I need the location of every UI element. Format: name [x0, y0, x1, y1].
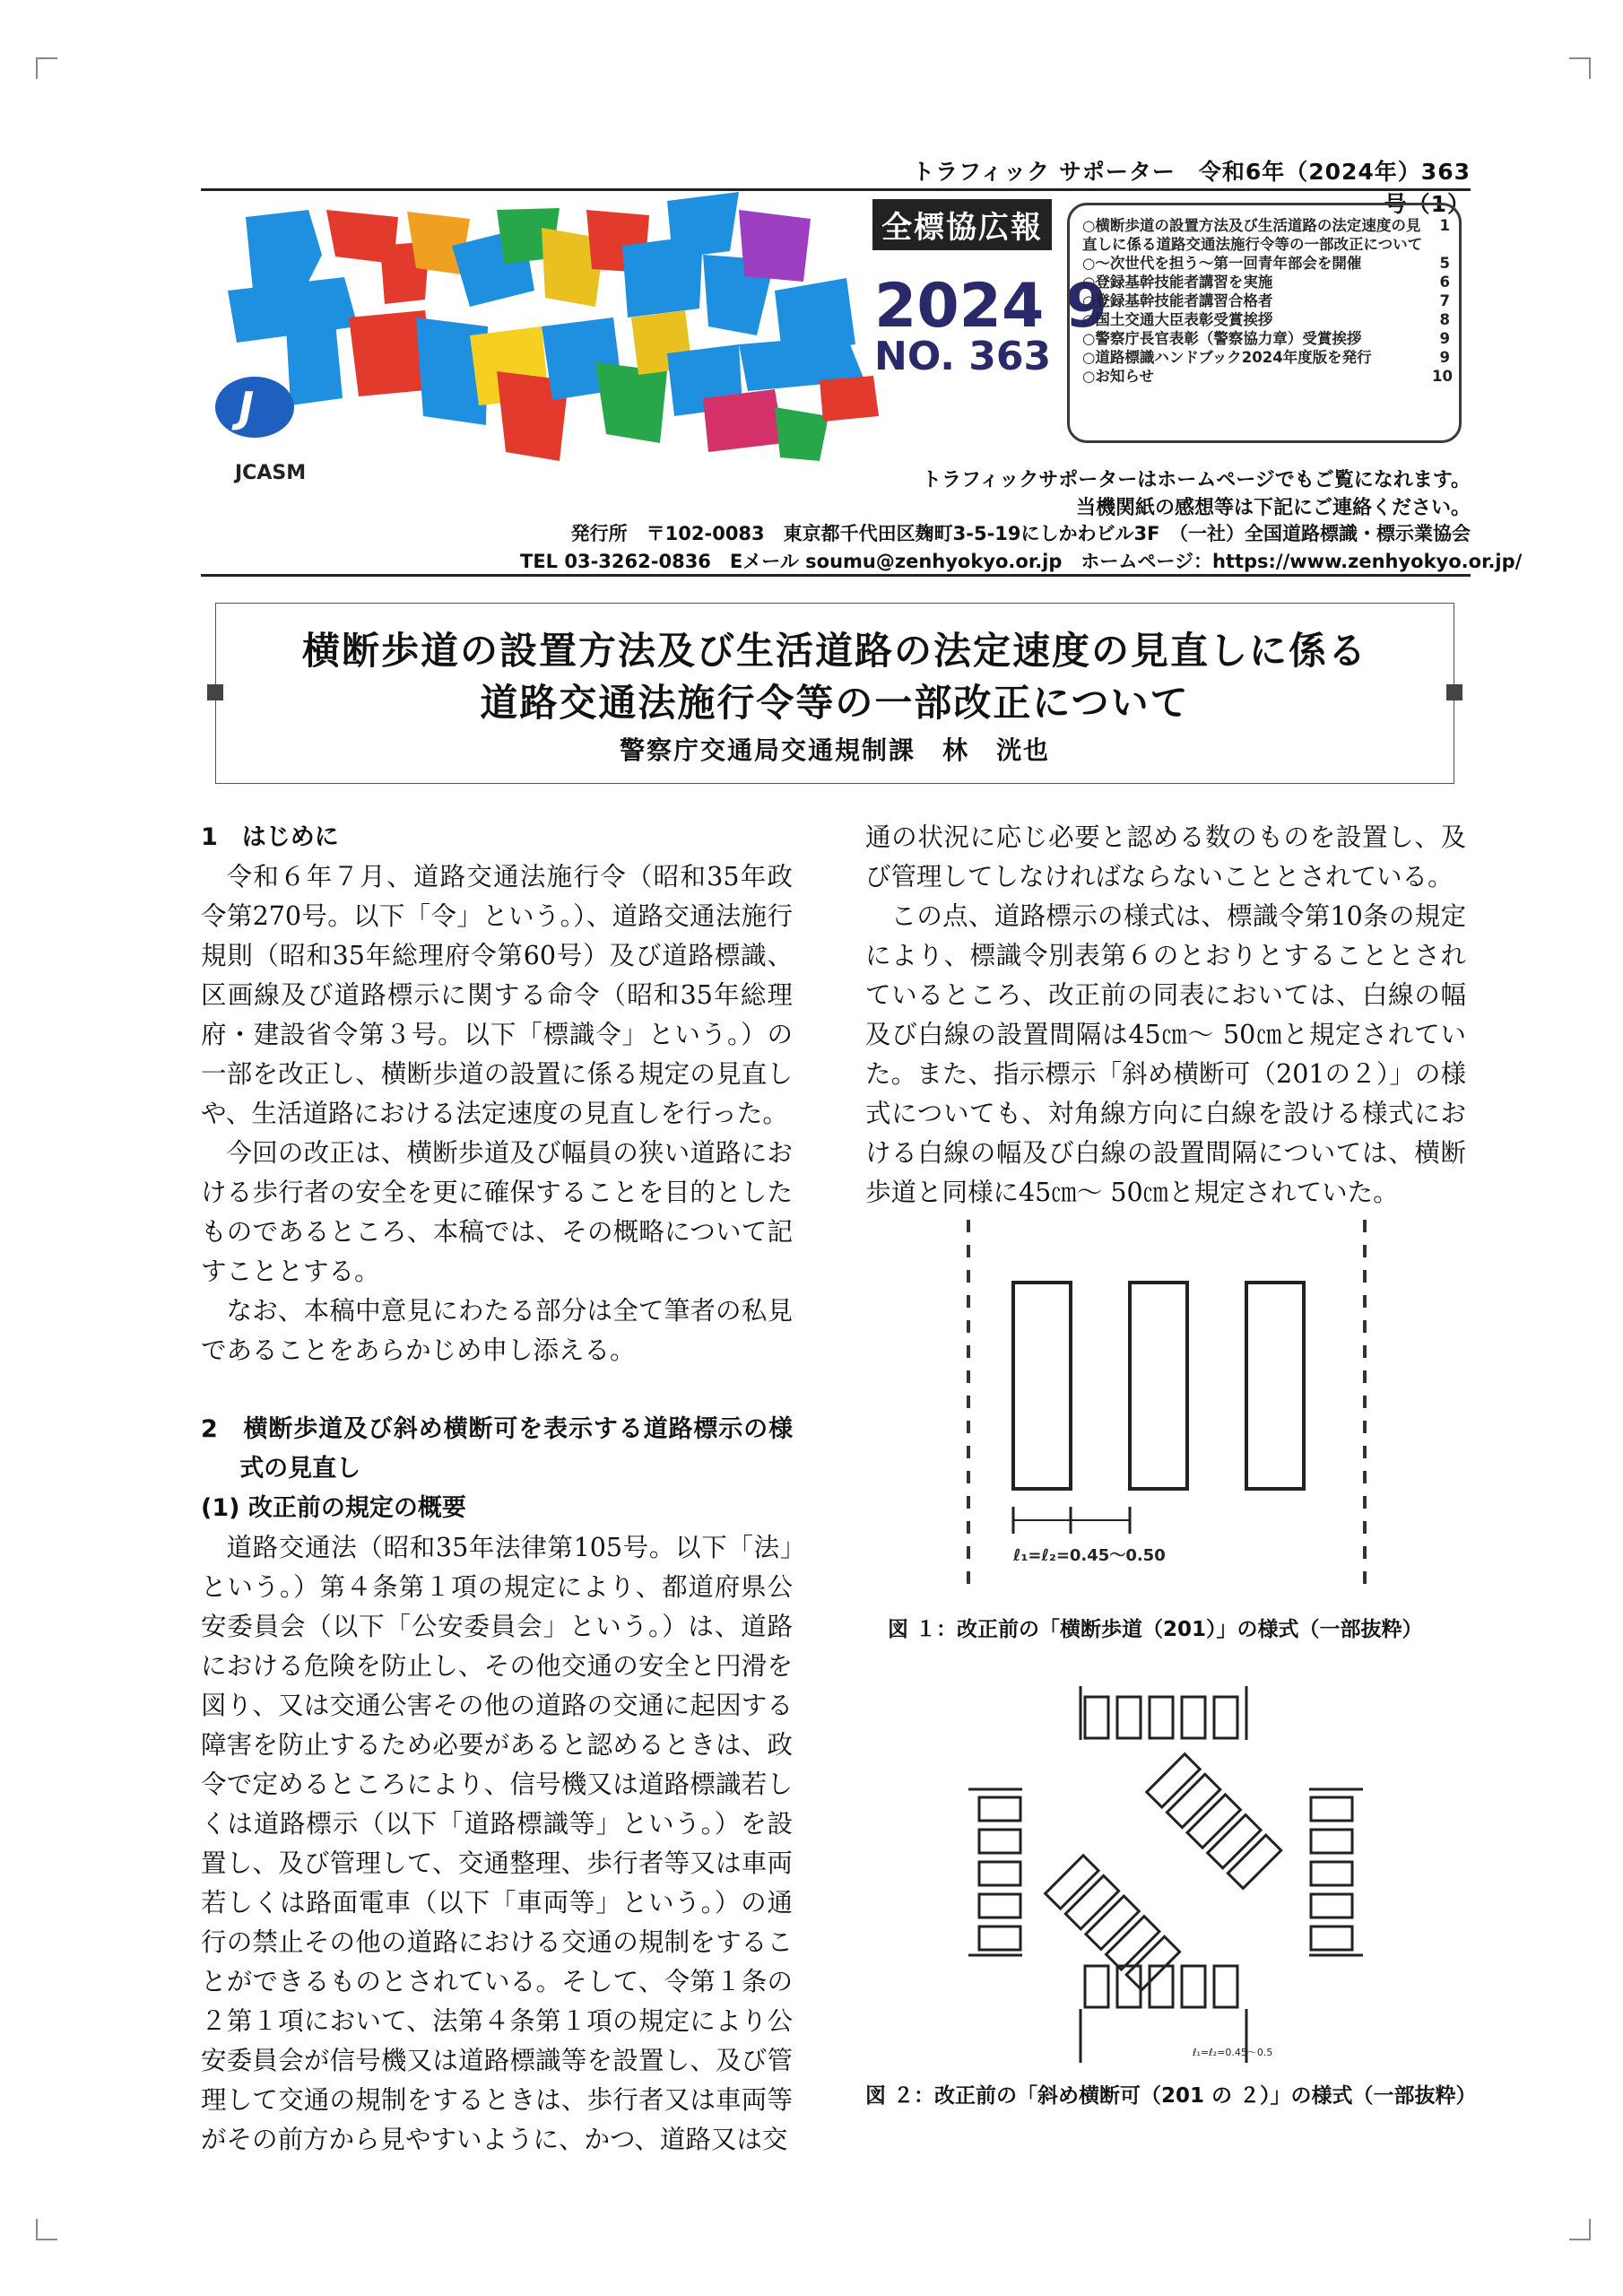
figure-1-caption: 図 １：改正前の「横断歩道（201）」の様式（一部抜粋）	[888, 1618, 1423, 1641]
paragraph: 通の状況に応じ必要と認める数のものを設置し、及び管理してしなければならないこととされている。	[865, 822, 1466, 891]
paragraph: 今回の改正は、横断歩道及び幅員の狭い道路における歩行者の安全を更に確保することを目的としたものであるところ、本稿では、その概略について記すこととする。	[201, 1138, 793, 1286]
issue-date: 2024 9	[874, 271, 1108, 342]
article-author: 警察庁交通局交通規制課 林 洸也	[619, 735, 1050, 765]
crop-mark	[1569, 57, 1591, 79]
logo-text: JCASM	[235, 462, 307, 484]
toc-item[interactable]: ○道路標識ハンドブック2024年度版を発行 9	[1082, 349, 1450, 366]
toc-item[interactable]: ○国土交通大臣表彰受賞挨拶 8	[1082, 311, 1450, 328]
toc-item[interactable]: ○～次世代を担う～第一回青年部会を開催 5	[1082, 255, 1450, 272]
crop-mark	[36, 2219, 57, 2240]
figure-1-crosswalk-diagram	[950, 1220, 1381, 1596]
section-heading: 1 はじめに	[201, 823, 339, 851]
article-title-line: 横断歩道の設置方法及び生活道路の法定速度の見直しに係る	[301, 629, 1367, 673]
website-note-line: トラフィックサポーターはホームページでもご覧になれます。	[921, 469, 1471, 491]
toc-item[interactable]: ○登録基幹技能者講習合格者 7	[1082, 292, 1450, 309]
article-title-line: 道路交通法施行令等の一部改正について	[480, 681, 1190, 725]
article-title-box	[215, 603, 1454, 784]
paragraph: 道路交通法（昭和35年法律第105号。以下「法」という。）第４条第１項の規定により、都道府県公安委員会（以下「公安委員会」という。）は、道路における危険を防止し、その他交通の安全と円滑を図り、又は交通公害その他の道路の交通に起因する障害を防止するため必要があると認めるときは、政令で定めるところにより、信号機又は道路標識若しくは道路標示（以下「道路標識等」という。）を設置し、及び管理して、交通整理、歩行者等又は車両若しくは路面電車（以下「車両等」という。）の通行の禁止その他の道路における交通の規制をすることができるものとされている。そして、令第１条の２第１項において、法第４条第１項の規定により公安委員会が信号機又は道路標識等を設置し、及び管理して交通の規制をするときは、歩行者又は車両等がその前方から見やすいように、かつ、道路又は交	[201, 1533, 793, 2154]
article-left-column	[201, 818, 793, 2160]
article-right-column	[865, 818, 1466, 1213]
table-of-contents	[1067, 203, 1462, 443]
paragraph: 令和６年７月、道路交通法施行令（昭和35年政令第270号。以下「令」という。）、道路交通法施行規則（昭和35年総理府令第60号）及び道路標識、区画線及び道路標示に関する命令（昭和35年総理府・建設省令第３号。以下「標識令」という。）の一部を改正し、横断歩道の設置に係る規定の見直しや、生活道路における法定速度の見直しを行った。	[201, 862, 793, 1128]
crop-mark	[1569, 2219, 1591, 2240]
subsection-heading: (1) 改正前の規定の概要	[201, 1494, 466, 1522]
running-head: トラフィック サポーター 令和6年（2024年）363号（1）	[912, 159, 1471, 217]
header-top-rule	[201, 188, 1471, 191]
crop-mark	[36, 57, 57, 79]
paragraph: この点、道路標示の様式は、標識令第10条の規定により、標識令別表第６のとおりとすることとされているところ、改正前の同表においては、白線の幅及び白線の設置間隔は45㎝～ 50㎝と規定されていた。また、指示標示「斜め横断可（201の２）」の様式についても、対角線方向に白線を設ける様式における白線の幅及び白線の設置間隔については、横断歩道と同様に45㎝～ 50㎝と規定されていた。	[865, 901, 1466, 1207]
paragraph: なお、本稿中意見にわたる部分は全て筆者の私見であることをあらかじめ申し添える。	[201, 1296, 793, 1365]
toc-item[interactable]: ○横断歩道の設置方法及び生活道路の法定速度の見直しに係る道路交通法施行令等の一部改正について 1	[1082, 217, 1450, 253]
issue-number: NO. 363	[874, 334, 1052, 379]
svg-text:J: J	[239, 383, 255, 431]
publisher-contact[interactable]: TEL 03-3262-0836 Eメール soumu@zenhyokyo.or.jp ホームページ：https://www.zenhyokyo.or.jp/	[520, 551, 1523, 572]
toc-item[interactable]: ○警察庁長官表彰（警察協力章）受賞挨拶 9	[1082, 330, 1450, 347]
figure-2-diagonal-crossing-diagram	[968, 1686, 1363, 2063]
toc-item[interactable]: ○お知らせ 10	[1082, 368, 1453, 385]
figure-2-annotation: ℓ₁=ℓ₂=0.45～0.5	[1193, 2047, 1273, 2058]
figure-2-caption: 図 ２：改正前の「斜め横断可（201 の ２）」の様式（一部抜粋）	[865, 2084, 1477, 2108]
section-heading: 2 横断歩道及び斜め横断可を表示する道路標示の様式の見直し	[201, 1415, 793, 1483]
figure-1-annotation: ℓ₁=ℓ₂=0.45～0.50	[1013, 1546, 1166, 1565]
website-note-line: 当機関紙の感想等は下記にご連絡ください。	[1075, 497, 1471, 519]
bureau-badge: 全標協広報	[872, 199, 1052, 250]
masthead-graphic	[201, 192, 882, 488]
publisher-info	[520, 520, 1523, 576]
website-note	[897, 466, 1471, 522]
publisher-address: 発行所 〒102-0083 東京都千代田区麹町3-5-19にしかわビル3F （一社）全国道路標識・標示業協会	[570, 523, 1471, 544]
header-bottom-rule	[201, 574, 1471, 577]
toc-item[interactable]: ○登録基幹技能者講習を実施 6	[1082, 274, 1450, 291]
